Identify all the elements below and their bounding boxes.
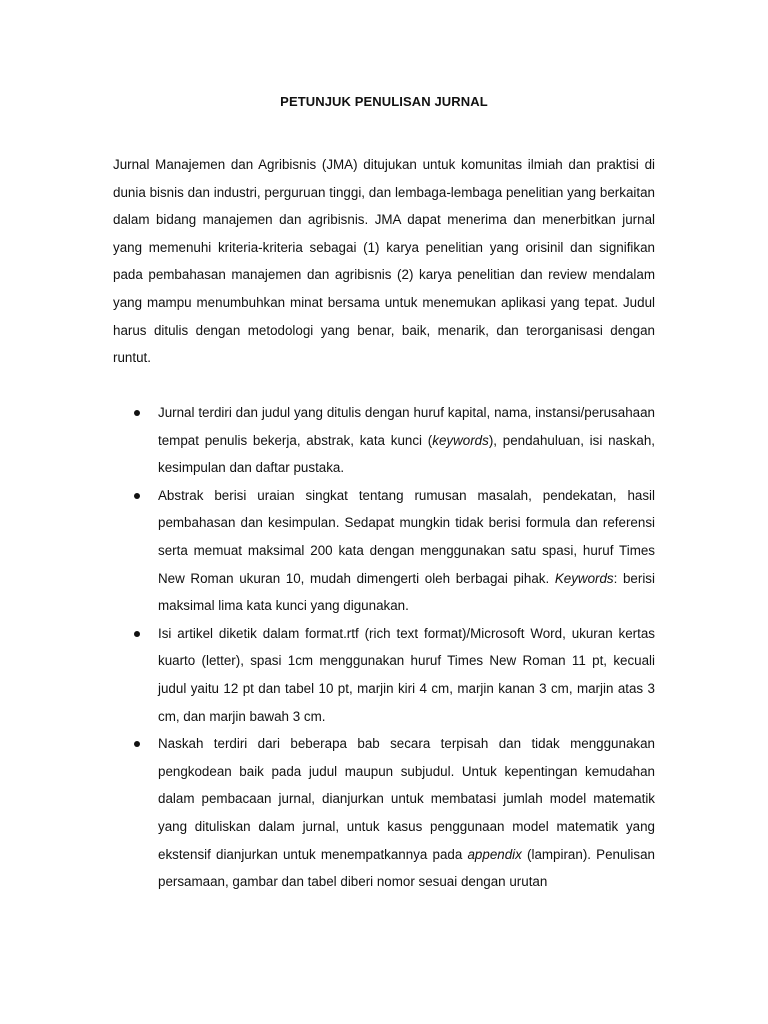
list-item-text: Isi artikel diketik dalam format.rtf (rich text format)/Microsoft Word, ukuran kertas kuarto (letter), spasi 1cm menggunakan huruf Times New Roman 11 pt, kecuali judul yaitu 12 pt dan tabel 10 pt, marjin kiri 4 cm, marjin kanan 3 cm, marjin atas 3 cm, dan marjin bawah 3 cm. [158,625,655,724]
list-item [113,399,655,482]
list-item-text: Abstrak berisi uraian singkat tentang rumusan masalah, pendekatan, hasil pembahasan dan kesimpulan. Sedapat mungkin tidak berisi formula dan referensi serta memuat maksimal 200 kata dengan menggunakan satu spasi, huruf Times New Roman ukuran 10, mudah dimengerti oleh berbagai pihak. Keywords: berisi maksimal lima kata kunci yang digunakan. [158,487,655,614]
document-title: PETUNJUK PENULISAN JURNAL [280,94,488,109]
list-item [113,482,655,620]
bullet-icon [134,631,140,637]
bullet-icon [134,493,140,499]
list-item-text: Naskah terdiri dari beberapa bab secara terpisah dan tidak menggunakan pengkodean baik pada judul maupun subjudul. Untuk kepentingan kemudahan dalam pembacaan jurnal, dianjurkan untuk membatasi jumlah model matematik yang dituliskan dalam jurnal, untuk kasus penggunaan model matematik yang ekstensif dianjurkan untuk menempatkannya pada appendix (lampiran). Penulisan persamaan, gambar dan tabel diberi nomor sesuai dengan urutan [158,736,655,890]
guideline-list [113,399,655,896]
list-item-text: Jurnal terdiri dan judul yang ditulis dengan huruf kapital, nama, instansi/perusahaan tempat penulis bekerja, abstrak, kata kunci (keywords), pendahuluan, isi naskah, kesimpulan dan daftar pustaka. [158,405,655,476]
bullet-icon [134,741,140,747]
list-item [113,620,655,730]
intro-paragraph: Jurnal Manajemen dan Agribisnis (JMA) ditujukan untuk komunitas ilmiah dan praktisi di dunia bisnis dan industri, perguruan tinggi, dan lembaga-lembaga penelitian yang berkaitan dalam bidang manajemen dan agribisnis. JMA dapat menerima dan menerbitkan jurnal yang memenuhi kriteria-kriteria sebagai (1) karya penelitian yang orisinil dan signifikan pada pembahasan manajemen dan agribisnis (2) karya penelitian dan review mendalam yang mampu menumbuhkan minat bersama untuk menemukan aplikasi yang tepat. Judul harus ditulis dengan metodologi yang benar, baik, menarik, dan terorganisasi dengan runtut. [113,157,655,366]
list-item [113,730,655,896]
bullet-icon [134,410,140,416]
